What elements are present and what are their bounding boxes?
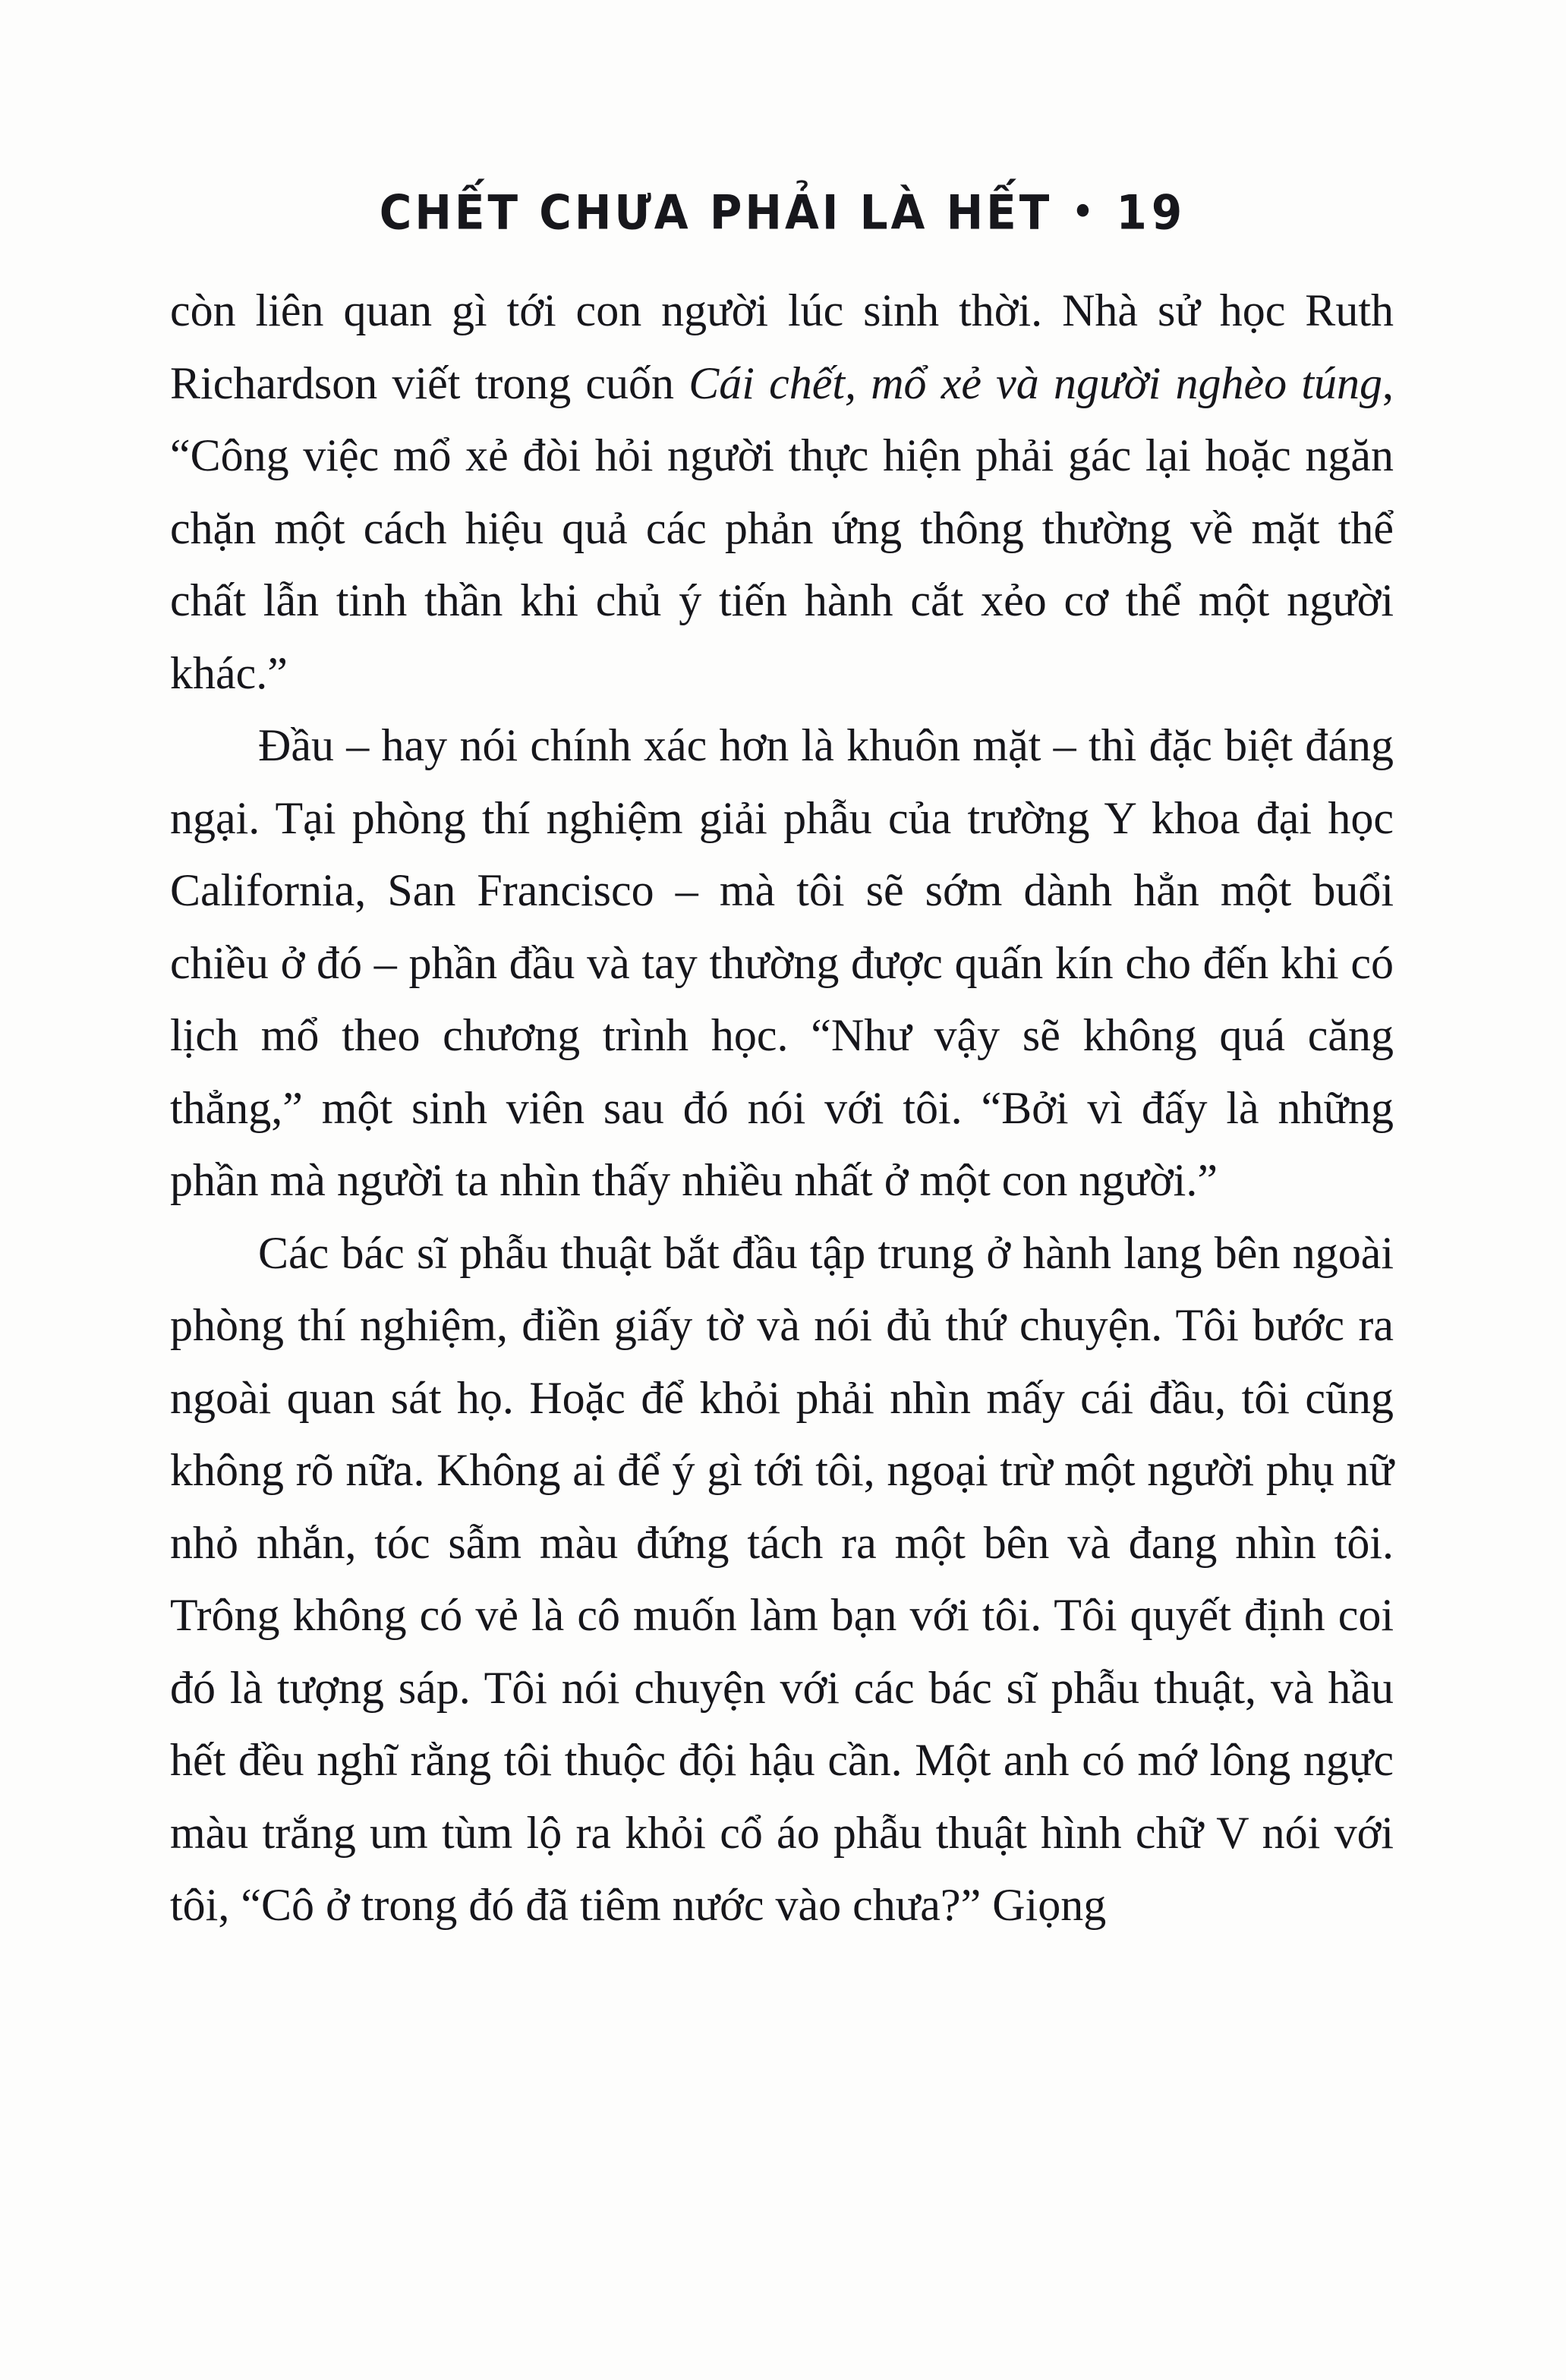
book-title-italic: Cái chết, mổ xẻ và người nghèo túng [688,357,1382,408]
paragraph [170,1217,1394,1942]
text-segment: Đầu – hay nói chính xác hơn là khuôn mặt – thì đặc biệt đáng ngại. Tại phòng thí nghiệm giải phẫu của trường Y khoa đại học California, San Francisco – mà tôi sẽ sớm dành hẳn một buổi chiều ở đó – phần đầu và tay thường được quấn kín cho đến khi có lịch mổ theo chương trình học. “Như vậy sẽ không quá căng thẳng,” một sinh viên sau đó nói với tôi. “Bởi vì đấy là những phần mà người ta nhìn thấy nhiều nhất ở một con người.” [170,720,1394,1205]
text-segment: còn liên quan gì tới con người lúc sinh thời. Nhà sử học Ruth Richardson viết trong cuốn [170,285,1394,408]
running-header-title: CHẾT CHƯA PHẢI LÀ HẾT [379,184,1053,241]
page-body [170,275,1394,1942]
text-segment: Các bác sĩ phẫu thuật bắt đầu tập trung ở hành lang bên ngoài phòng thí nghiệm, điền giấy tờ và nói đủ thứ chuyện. Tôi bước ra ngoài quan sát họ. Hoặc để khỏi phải nhìn mấy cái đầu, tôi cũng không rõ nữa. Không ai để ý gì tới tôi, ngoại trừ một người phụ nữ nhỏ nhắn, tóc sẫm màu đứng tách ra một bên và đang nhìn tôi. Trông không có vẻ là cô muốn làm bạn với tôi. Tôi quyết định coi đó là tượng sáp. Tôi nói chuyện với các bác sĩ phẫu thuật, và hầu hết đều nghĩ rằng tôi thuộc đội hậu cần. Một anh có mớ lông ngực màu trắng um tùm lộ ra khỏi cổ áo phẫu thuật hình chữ V nói với tôi, “Cô ở trong đó đã tiêm nước vào chưa?” Giọng [170,1227,1394,1930]
paragraph [170,710,1394,1217]
header-separator-dot: • [1072,190,1097,233]
running-header [0,184,1566,240]
page-number: 19 [1116,184,1187,241]
paragraph [170,275,1394,710]
text-segment: , “Công việc mổ xẻ đòi hỏi người thực hiện phải gác lại hoặc ngăn chặn một cách hiệu quả các phản ứng thông thường về mặt thể chất lẫn tinh thần khi chủ ý tiến hành cắt xẻo cơ thể một người khác.” [170,357,1394,698]
